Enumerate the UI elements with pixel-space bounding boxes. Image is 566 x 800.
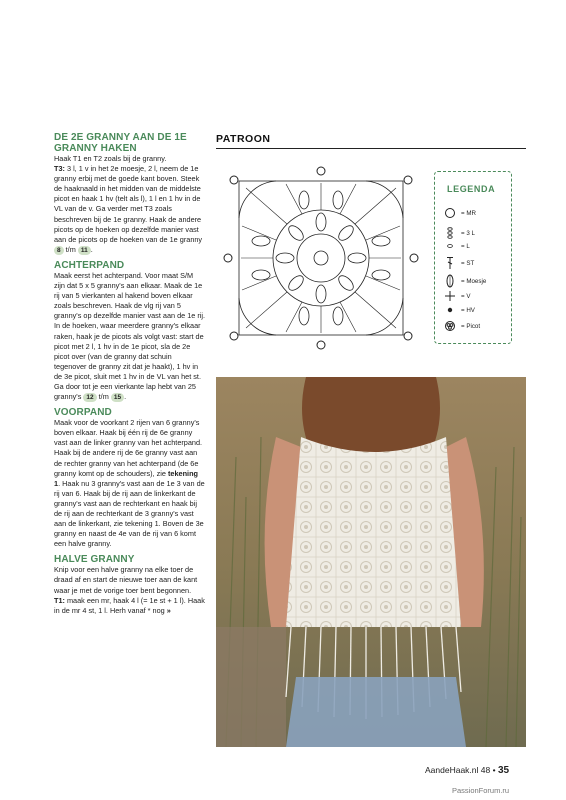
legend-label: = L bbox=[461, 242, 470, 250]
step-badge: 11 bbox=[78, 246, 91, 255]
footer-site: AandeHaak.nl 48 bbox=[425, 765, 491, 775]
section-title-granny2: DE 2E GRANNY AAN DE 1E GRANNY HAKEN bbox=[54, 132, 187, 154]
patroon-title: PATROON bbox=[216, 133, 271, 145]
slip-stitch-icon bbox=[443, 303, 457, 317]
voorpand-body-a: Maak voor de voorkant 2 rijen van 6 granny's boven elkaar. Haak bij één rij de 6e granny vast aan de linker granny van het achterpand. Haak bij de andere rij de 6e granny vast aan de rechter granny van het achterpand (de 6e granny komt op de schouders), zie bbox=[54, 418, 203, 478]
legend-label: = Moesje bbox=[461, 277, 487, 285]
end-dot: . bbox=[90, 244, 93, 254]
voorpand-text bbox=[54, 418, 206, 549]
page-footer bbox=[425, 765, 509, 776]
section-title-achterpand: ACHTERPAND bbox=[54, 259, 125, 271]
diagram-corner-arc bbox=[366, 298, 403, 335]
legend-label: = V bbox=[461, 292, 471, 300]
end-dot: . bbox=[124, 392, 127, 402]
legend-item bbox=[443, 206, 509, 220]
section-title-halve: HALVE GRANNY bbox=[54, 554, 135, 566]
range-word: t/m bbox=[65, 244, 76, 254]
section-title-voorpand: VOORPAND bbox=[54, 407, 112, 419]
t1-text: maak een mr, haak 4 l (= 1e st + 1 l). Haak in de mr 4 st, 1 l. Herh vanaf * nog bbox=[54, 595, 205, 615]
legend-item bbox=[443, 289, 509, 303]
left-column bbox=[54, 132, 206, 620]
legend-item bbox=[443, 303, 509, 317]
diagram-center-ring bbox=[314, 251, 328, 265]
halve-text bbox=[54, 565, 206, 615]
continue-arrow: » bbox=[166, 605, 171, 615]
tekening-ref: tekening 1 bbox=[54, 468, 198, 488]
legend-label: = HV bbox=[461, 306, 475, 314]
diagram-corner-arc bbox=[239, 298, 276, 335]
t3-label: T3: bbox=[54, 164, 65, 174]
legend-item bbox=[443, 319, 509, 333]
t3-text: 3 l, 1 v in het 2e moesje, 2 l, neem de 1e granny erbij met de goede kant boven. Steek de haaknaald in het midden van de middelste picot en haak 1 hv (telt als l), 1 l en 1 hv in de VL van de v. Ga verder met T3 zoals beschreven bij de 1e granny. Haak de andere picots op de hoeken op dezelfde manier vast aan de picots op de hoeken van de 1e granny bbox=[54, 164, 203, 244]
crochet-vest bbox=[286, 437, 461, 627]
diagram-ring-outer bbox=[273, 210, 369, 306]
wooden-boards bbox=[216, 627, 286, 747]
page-number: 35 bbox=[497, 765, 510, 776]
moesje-icon bbox=[443, 274, 457, 288]
achterpand-body: Maak eerst het achterpand. Voor maat S/M zijn dat 5 x 5 granny's aan elkaar. Maak de 1e rij van 5 vierkanten al hakend boven elkaar zoals beschreven. Haak de vlg rij van 5 granny's op dezelfde manier vast aan de 1e rij. In de hoeken, waar meerdere granny's elkaar raken, haak je de picots als volgt vast: start de picot met 2 l, 1 hv in de 1e picot, sla de 2e picot over (van de granny dat schuin tegenover de granny zit dat je haakt), 1 hv in de 3e picot, sluit met 1 hv in de VL van het st. Ga door tot je een vierkante lap hebt van 25 granny's bbox=[54, 270, 206, 402]
chain-3-icon bbox=[443, 226, 457, 240]
jeans bbox=[286, 677, 466, 747]
range-word: t/m bbox=[98, 392, 109, 402]
legend-title: LEGENDA bbox=[447, 184, 496, 194]
model-photo bbox=[216, 377, 526, 747]
single-crochet-icon bbox=[443, 289, 457, 303]
legend-label: = ST bbox=[461, 259, 475, 267]
granny2-text bbox=[54, 154, 206, 255]
voorpand-body-b: . Haak nu 3 granny's vast aan de 1e 3 van de rij van 6. Haak bij de rij aan de linkerkant de granny's vast aan de rechterkant en haak bij de rij aan de rechterkant de 3 granny's vast aan de linkerkant, zie tekening 1. Boven de 3e granny en naast de 4e van de rij van 6 komt een halve granny. bbox=[54, 478, 205, 549]
t1-label: T1: bbox=[54, 595, 65, 605]
diagram-corner-arc bbox=[239, 181, 276, 218]
diagram-corner-arc bbox=[366, 181, 403, 218]
legend-item bbox=[443, 274, 509, 288]
step-badge: 12 bbox=[83, 393, 96, 402]
treble-icon bbox=[443, 256, 457, 270]
legend-label: = MR bbox=[461, 209, 476, 217]
crochet-granny-diagram bbox=[216, 158, 426, 358]
legend-label: = 3 L bbox=[461, 229, 475, 237]
footer-bullet: • bbox=[492, 765, 496, 775]
achterpand-text bbox=[54, 271, 206, 402]
step-badge: 8 bbox=[54, 246, 64, 255]
granny2-intro: Haak T1 en T2 zoals bij de granny. bbox=[54, 154, 167, 163]
patroon-divider bbox=[216, 148, 526, 149]
legend-item bbox=[443, 256, 509, 270]
diagram-stitches bbox=[241, 183, 401, 333]
watermark: PassionForum.ru bbox=[452, 786, 510, 795]
legend-box bbox=[434, 171, 512, 344]
legend-item bbox=[443, 239, 509, 253]
legend-item bbox=[443, 226, 509, 240]
halve-body: Knip voor een halve granny na elke toer de draad af en start de nieuwe toer aan de kant waar je met de vorige toer bent begonnen. bbox=[54, 565, 198, 595]
step-badge: 15 bbox=[111, 393, 124, 402]
magic-ring-icon bbox=[443, 206, 457, 220]
picot-icon bbox=[443, 319, 457, 333]
legend-label: = Picot bbox=[461, 322, 481, 330]
diagram-ring-inner bbox=[297, 234, 345, 282]
chain-icon bbox=[443, 239, 457, 253]
